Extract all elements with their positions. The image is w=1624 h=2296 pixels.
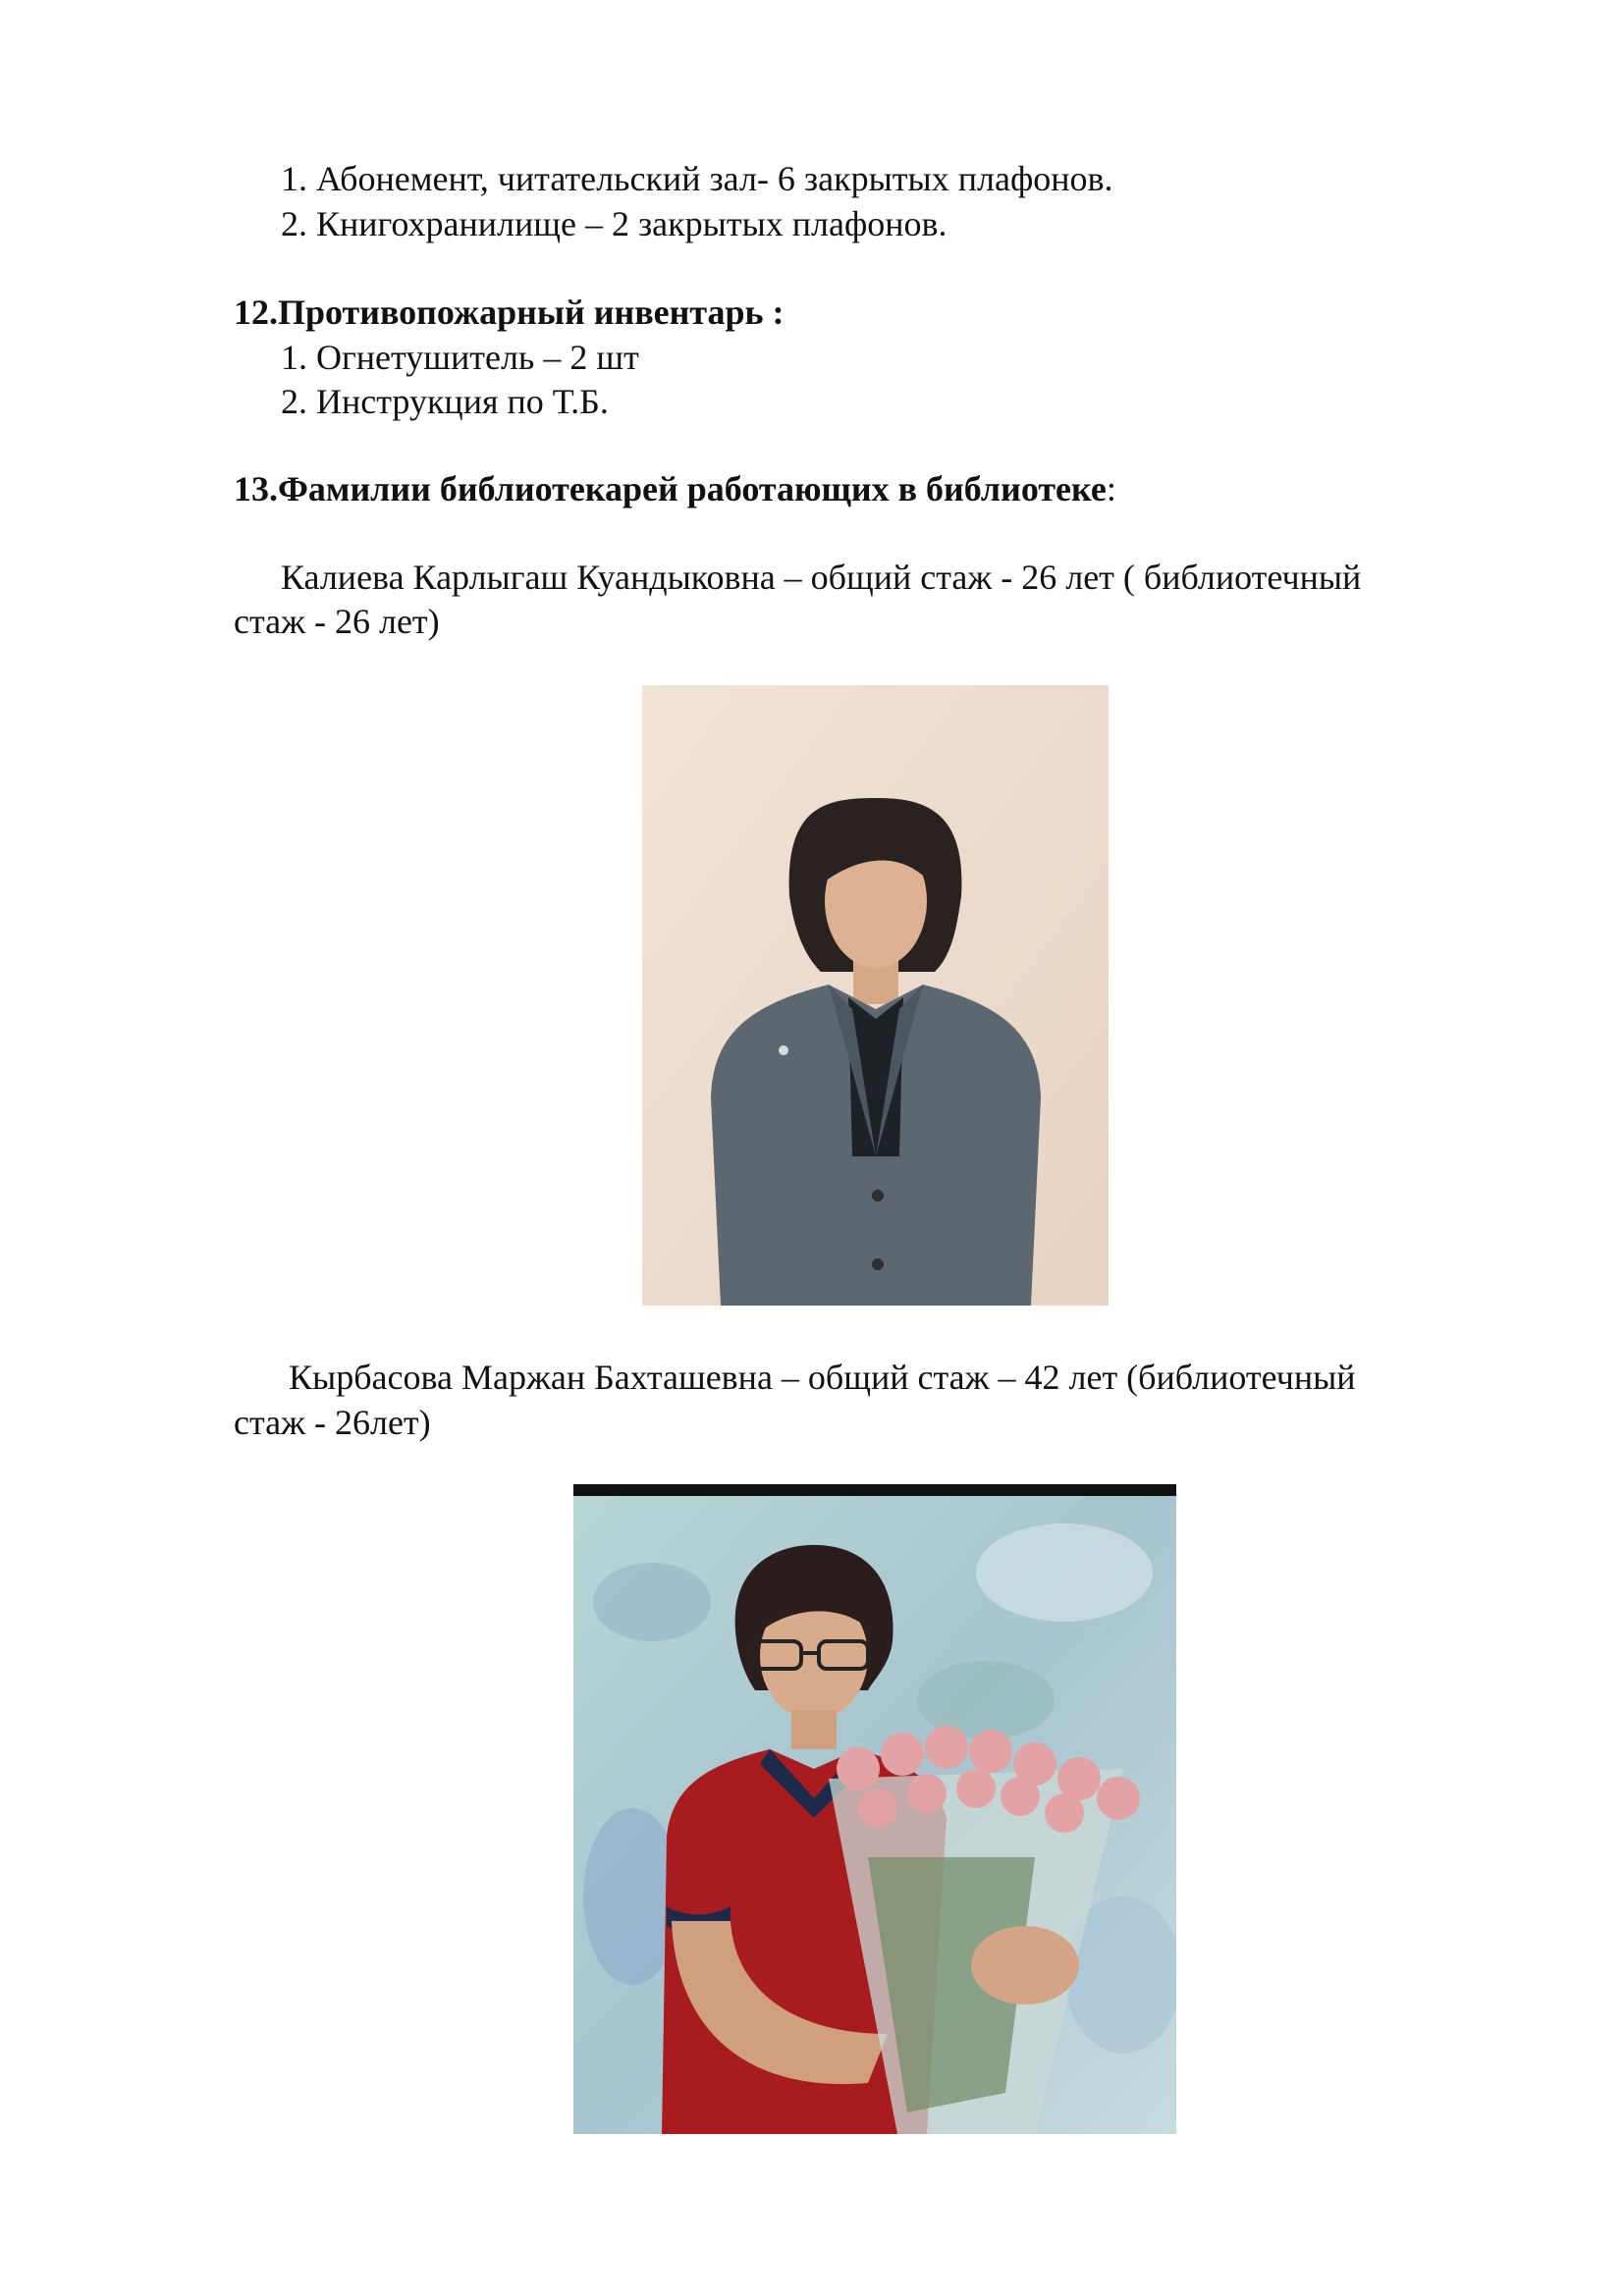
section-13-heading-colon: : — [1106, 469, 1116, 508]
librarian-2-line-1: Кырбасова Маржан Бахташевна – общий стаж – 42 лет (библиотечный — [289, 1358, 1356, 1397]
section-12-heading: 12.Противопожарный инвентарь : — [234, 293, 785, 332]
librarian-1-photo — [642, 685, 1109, 1306]
section-13-heading-text: 13.Фамилии библиотекарей работающих в библиотеке — [234, 469, 1107, 508]
list-item-instruction: 2. Инструкция по Т.Б. — [281, 382, 609, 421]
list-item-book-storage: 2. Книгохранилище – 2 закрытых плафонов. — [281, 204, 947, 243]
list-item-extinguisher: 1. Огнетушитель – 2 шт — [281, 338, 639, 377]
librarian-2-line-2: стаж - 26лет) — [234, 1403, 431, 1442]
librarian-2-photo — [573, 1484, 1176, 2134]
librarian-1-line-1: Калиева Карлыгаш Куандыковна – общий стаж - 26 лет ( библиотечный — [281, 558, 1362, 597]
list-item-abonement: 1. Абонемент, читательский зал- 6 закрытых плафонов. — [281, 159, 1113, 198]
librarian-1-line-2: стаж - 26 лет) — [234, 602, 440, 641]
section-13-heading — [234, 467, 1116, 510]
